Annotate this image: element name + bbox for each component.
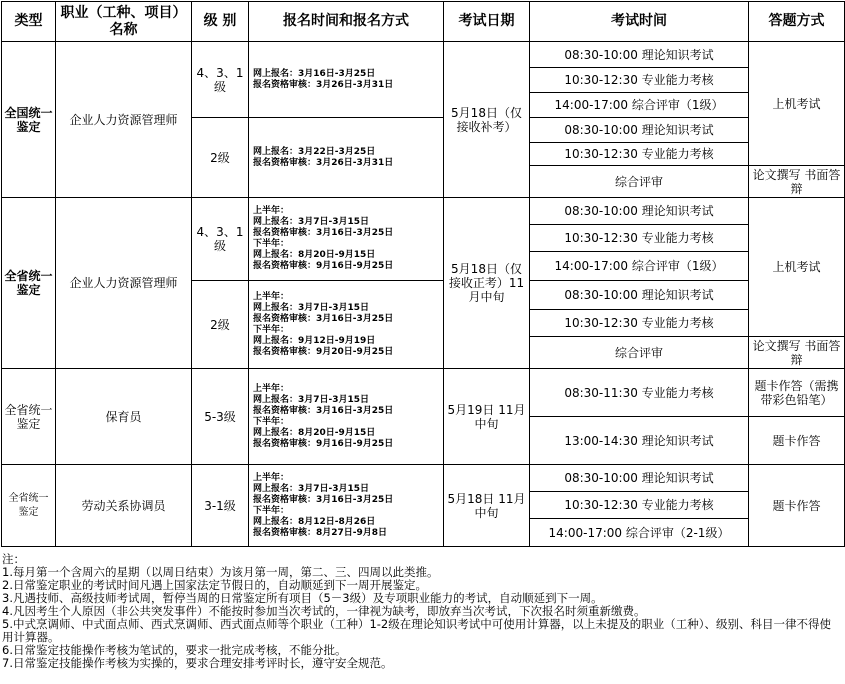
note-item: 3.凡遇技师、高级技师考试周，暂停当周的日常鉴定所有项目（5－3级）及专项职业能力的考试，自动顺延到下一周。 [2,591,603,605]
notes-section [2,553,842,670]
note-item: 7.日常鉴定技能操作考核为实操的，要求合理安排考评时长，遵守安全规范。 [2,656,393,670]
occupation-cell: 保育员 [56,369,192,465]
table-row [2,198,845,225]
reg-line: 报名资格审核：3月16日-3月25日 [253,494,394,505]
reg-line: 上半年： [253,291,290,302]
reg-line: 报名资格审核：3月16日-3月25日 [253,405,394,416]
occupation-cell: 企业人力资源管理师 [56,42,192,198]
reg-line: 报名资格审核：3月16日-3月25日 [253,313,394,324]
reg-line: 报名资格审核：9月16日-9月25日 [253,438,394,449]
reg-line: 报名资格审核：3月26日-3月31日 [253,79,394,90]
table-row [2,369,845,417]
level-cell: 3-1级 [192,465,249,547]
reg-line: 上半年： [253,206,290,216]
reg-line: 下半年： [253,239,290,249]
header-registration: 报名时间和报名方式 [249,2,444,42]
table-row [2,465,845,492]
notes-heading: 注： [2,552,25,566]
registration-cell [249,198,444,281]
note-item: 2.日常鉴定职业的考试时间凡遇上国家法定节假日的，自动顺延到下一周开展鉴定。 [2,578,427,592]
registration-cell [249,281,444,369]
note-item: 4.凡因考生个人原因（非公共突发事件）不能按时参加当次考试的，一律视为缺考，即放弃当次考试，下次报名时须重新缴费。 [2,604,646,618]
answer-mode-cell: 论文撰写 书面答辩 [749,337,845,369]
type-cell: 全省统一鉴定 [2,369,56,465]
table-row [2,42,845,68]
exam-time-cell: 08:30-10:00 理论知识考试 [530,281,749,310]
exam-time-cell: 14:00-17:00 综合评审（2-1级） [530,519,749,547]
answer-mode-cell: 上机考试 [749,198,845,337]
exam-time-cell: 10:30-12:30 专业能力考核 [530,310,749,337]
exam-time-cell: 综合评审 [530,337,749,369]
level-cell: 4、3、1级 [192,42,249,118]
exam-time-cell: 08:30-10:00 理论知识考试 [530,118,749,143]
occupation-cell: 企业人力资源管理师 [56,198,192,369]
reg-line: 网上报名：8月20日-9月15日 [253,250,376,260]
level-cell: 2级 [192,281,249,369]
answer-mode-cell: 上机考试 [749,42,845,166]
header-row [2,2,845,42]
header-exam-time: 考试时间 [530,2,749,42]
exam-time-cell: 08:30-11:30 专业能力考核 [530,369,749,417]
exam-time-cell: 10:30-12:30 专业能力考核 [530,143,749,166]
type-cell: 全省统一鉴定 [2,198,56,369]
registration-cell [249,465,444,547]
header-level: 级 别 [192,2,249,42]
answer-mode-cell: 论文撰写 书面答辩 [749,166,845,198]
reg-line: 下半年： [253,416,290,427]
exam-schedule-table [1,1,845,547]
header-answer-mode: 答题方式 [749,2,845,42]
exam-time-cell: 综合评审 [530,166,749,198]
exam-time-cell: 08:30-10:00 理论知识考试 [530,198,749,225]
header-exam-date: 考试日期 [444,2,530,42]
answer-mode-cell: 题卡作答（需携带彩色铅笔） [749,369,845,417]
type-cell: 全国统一鉴定 [2,42,56,198]
exam-time-cell: 14:00-17:00 综合评审（1级） [530,93,749,118]
reg-line: 上半年： [253,472,290,483]
exam-date-cell: 5月18日 11月中旬 [444,465,530,547]
exam-time-cell: 13:00-14:30 理论知识考试 [530,417,749,465]
header-occupation: 职业（工种、项目）名称 [56,2,192,42]
note-item: 5.中式烹调师、中式面点师、西式烹调师、西式面点师等个职业（工种）1-2级在理论知识考试中可使用计算器，以上未提及的职业（工种）、级别、科目一律不得使用计算器。 [2,617,831,644]
reg-line: 下半年： [253,505,290,516]
reg-line: 报名资格审核：3月16日-3月25日 [253,228,394,238]
note-item: 1.每月第一个含周六的星期（以周日结束）为该月第一周，第二、三、四周以此类推。 [2,565,439,579]
reg-line: 报名资格审核：9月20日-9月25日 [253,346,394,357]
exam-date-cell: 5月19日 11月中旬 [444,369,530,465]
reg-line: 网上报名：9月12日-9月19日 [253,335,376,346]
type-cell: 全省统一鉴定 [2,465,56,547]
level-cell: 4、3、1级 [192,198,249,281]
reg-line: 网上报名：3月7日-3月15日 [253,394,370,405]
reg-line: 网上报名：8月20日-9月15日 [253,427,376,438]
answer-mode-cell: 题卡作答 [749,465,845,547]
answer-mode-cell: 题卡作答 [749,417,845,465]
registration-cell [249,118,444,198]
level-cell: 2级 [192,118,249,198]
exam-date-cell: 5月18日（仅接收正考）11月中旬 [444,198,530,369]
exam-time-cell: 14:00-17:00 综合评审（1级） [530,252,749,281]
reg-line: 网上报名：8月12日-8月26日 [253,516,376,527]
note-item: 6.日常鉴定技能操作考核为笔试的，要求一批完成考核，不能分批。 [2,643,347,657]
reg-line: 网上报名：3月7日-3月15日 [253,217,370,227]
registration-cell [249,42,444,118]
header-type: 类型 [2,2,56,42]
exam-time-cell: 08:30-10:00 理论知识考试 [530,465,749,492]
reg-line: 网上报名：3月22日-3月25日 [253,146,376,157]
exam-time-cell: 08:30-10:00 理论知识考试 [530,42,749,68]
exam-time-cell: 10:30-12:30 专业能力考核 [530,492,749,519]
reg-line: 网上报名：3月7日-3月15日 [253,483,370,494]
reg-line: 报名资格审核：8月27日-9月8日 [253,527,388,538]
reg-line: 下半年： [253,324,290,335]
exam-time-cell: 10:30-12:30 专业能力考核 [530,68,749,93]
registration-cell [249,369,444,465]
reg-line: 上半年： [253,383,290,394]
exam-time-cell: 10:30-12:30 专业能力考核 [530,225,749,252]
occupation-cell: 劳动关系协调员 [56,465,192,547]
level-cell: 5-3级 [192,369,249,465]
reg-line: 网上报名：3月16日-3月25日 [253,68,376,79]
exam-date-cell: 5月18日（仅接收补考） [444,42,530,198]
reg-line: 网上报名：3月7日-3月15日 [253,302,370,313]
reg-line: 报名资格审核：3月26日-3月31日 [253,157,394,168]
reg-line: 报名资格审核：9月16日-9月25日 [253,261,394,271]
